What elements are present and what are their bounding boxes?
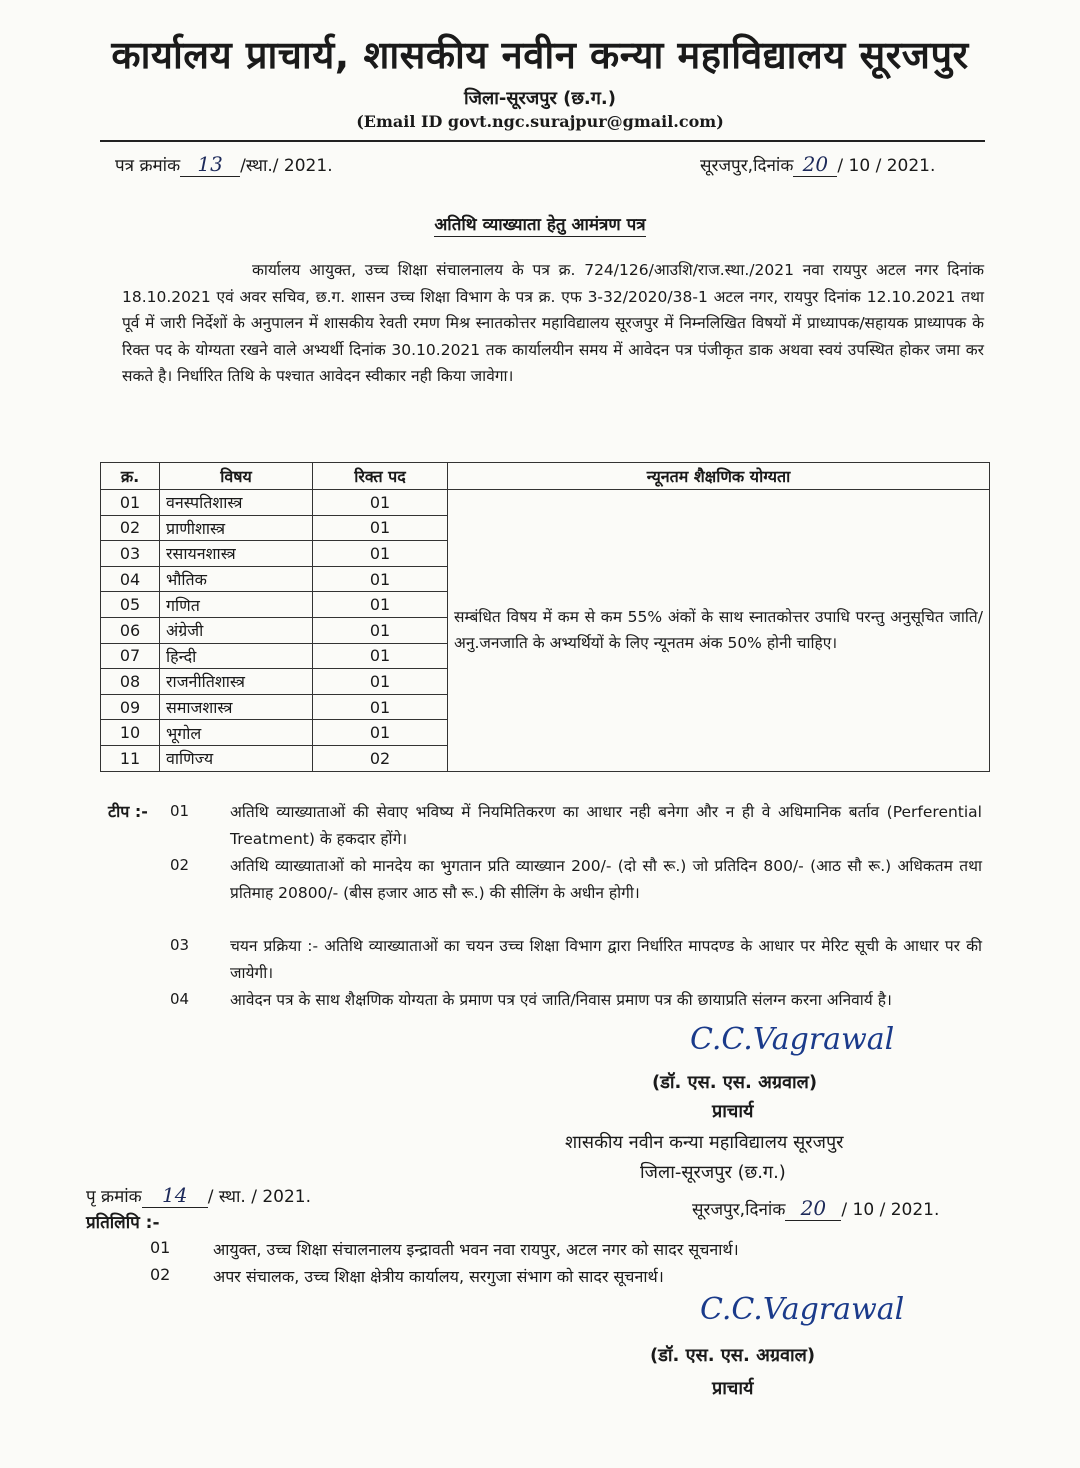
row-posts: 01 (313, 490, 448, 516)
row-no: 04 (101, 566, 160, 592)
col-header-subject: विषय (160, 463, 313, 490)
note-number: 03 (170, 936, 190, 954)
row-posts: 01 (313, 694, 448, 720)
cc-label: प्रतिलिपि :- (86, 1213, 160, 1233)
row-subject: वनस्पतिशास्त्र (160, 490, 313, 516)
signatory-college-1: शासकीय नवीन कन्या महाविद्यालय सूरजपुर (565, 1132, 844, 1153)
note-text: आवेदन पत्र के साथ शैक्षणिक योग्यता के प्रमाण पत्र एवं जाति/निवास प्रमाण पत्र की छायाप्रति संलग्न करना अनिवार्य है। (230, 991, 892, 1009)
row-no: 02 (101, 515, 160, 541)
subject-text: अतिथि व्याख्याता हेतु आमंत्रण पत्र (434, 215, 646, 235)
cc-text: अपर संचालक, उच्च शिक्षा क्षेत्रीय कार्यालय, सरगुजा संभाग को सादर सूचनार्थ। (213, 1267, 664, 1286)
copy-date (692, 1196, 939, 1221)
subject-line (0, 212, 1080, 235)
row-posts: 02 (313, 745, 448, 771)
cc-number: 02 (150, 1265, 171, 1284)
copy-ref-suffix: / स्था. / 2021. (207, 1187, 312, 1207)
copy-date-label: सूरजपुर,दिनांक (692, 1200, 786, 1220)
ref-label: पत्र क्रमांक (115, 156, 181, 176)
copy-ref-label: पृ क्रमांक (86, 1187, 142, 1207)
row-posts: 01 (313, 592, 448, 618)
table-row (101, 490, 990, 516)
note-number: 02 (170, 856, 190, 874)
copy-ref-number: 14 (142, 1183, 208, 1208)
notes-label: टीप :- (108, 802, 148, 821)
office-title: कार्यालय प्राचार्य, शासकीय नवीन कन्या महाविद्यालय सूरजपुर (111, 33, 969, 77)
row-subject: अंग्रेजी (160, 617, 313, 643)
row-subject: गणित (160, 592, 313, 618)
copy-date-day: 20 (785, 1196, 841, 1221)
row-no: 05 (101, 592, 160, 618)
email-line: (Email ID govt.ngc.surajpur@gmail.com) (356, 112, 724, 131)
row-posts: 01 (313, 643, 448, 669)
row-subject: भौतिक (160, 566, 313, 592)
signature-2: C.C.Vagrawal (700, 1292, 905, 1327)
signatory-name-2: (डॉ. एस. एस. अग्रवाल) (650, 1345, 816, 1366)
district-line: जिला-सूरजपुर (छ.ग.) (464, 88, 616, 109)
date-day: 20 (793, 152, 837, 177)
signatory-designation-2: प्राचार्य (712, 1378, 754, 1399)
note-text: अतिथि व्याख्याताओं को मानदेय का भुगतान प्रति व्याख्यान 200/- (दो सौ रू.) जो प्रतिदिन 800/- (आठ सौ रू.) अधिकतम तथा प्रतिमाह 20800/- (बीस हजार आठ सौ रू.) की सीलिंग के अधीन होगी। (230, 857, 982, 902)
ref-suffix: /स्था./ 2021. (240, 156, 333, 176)
row-subject: हिन्दी (160, 643, 313, 669)
letter-date (700, 152, 935, 177)
copy-date-rest: / 10 / 2021. (841, 1200, 940, 1220)
body-paragraph: कार्यालय आयुक्त, उच्च शिक्षा संचालनालय के पत्र क्र. 724/126/आउशि/राज.स्था./2021 नवा रायपुर अटल नगर दिनांक 18.10.2021 एवं अवर सचिव, छ.ग. शासन उच्च शिक्षा विभाग के पत्र क्र. एफ 3-32/2020/38-1 अटल नगर, रायपुर दिनांक 12.10.2021 तथा पूर्व में जारी निर्देशों के अनुपालन में शासकीय रेवती रमण मिश्र स्नातकोत्तर महाविद्यालय सूरजपुर में निम्नलिखित विषयों में प्राध्यापक/सहायक प्राध्यापक के रिक्त पद के योग्यता रखने वाले अभ्यर्थी दिनांक 30.10.2021 तक कार्यालयीन समय में आवेदन पत्र पंजीकृत डाक अथवा स्वयं उपस्थित होकर जमा कर सकते है। निर्धारित तिथि के पश्चात आवेदन स्वीकार नही किया जावेगा। (122, 261, 984, 386)
row-posts: 01 (313, 566, 448, 592)
row-subject: समाजशास्त्र (160, 694, 313, 720)
row-no: 08 (101, 669, 160, 695)
note-text: अतिथि व्याख्याताओं की सेवाए भविष्य में नियमितिकरण का आधार नही बनेगा और न ही वे अधिमानिक बर्ताव (Perferential Treatment) के हकदार होंगे। (230, 803, 982, 848)
row-posts: 01 (313, 669, 448, 695)
col-header-qualification: न्यूनतम शैक्षणिक योग्यता (448, 463, 990, 490)
date-label: सूरजपुर,दिनांक (700, 156, 794, 176)
letter-reference (115, 152, 333, 177)
ref-number: 13 (180, 152, 240, 177)
header-rule (100, 140, 985, 142)
row-subject: प्राणीशास्त्र (160, 515, 313, 541)
col-header-no: क्र. (101, 463, 160, 490)
row-posts: 01 (313, 720, 448, 746)
vacancy-table (100, 462, 990, 772)
signatory-district-1: जिला-सूरजपुर (छ.ग.) (640, 1162, 786, 1183)
copy-reference (86, 1183, 311, 1208)
row-subject: राजनीतिशास्त्र (160, 669, 313, 695)
row-no: 09 (101, 694, 160, 720)
row-subject: वाणिज्य (160, 745, 313, 771)
row-no: 03 (101, 541, 160, 567)
signature-1: C.C.Vagrawal (690, 1022, 895, 1057)
note-number: 04 (170, 990, 190, 1008)
row-posts: 01 (313, 617, 448, 643)
row-no: 11 (101, 745, 160, 771)
table-header-row (101, 463, 990, 490)
signatory-designation-1: प्राचार्य (712, 1101, 754, 1122)
date-rest: / 10 / 2021. (837, 156, 936, 176)
row-subject: भूगोल (160, 720, 313, 746)
row-no: 01 (101, 490, 160, 516)
col-header-posts: रिक्त पद (313, 463, 448, 490)
note-number: 01 (170, 802, 190, 820)
row-no: 10 (101, 720, 160, 746)
row-subject: रसायनशास्त्र (160, 541, 313, 567)
cc-text: आयुक्त, उच्च शिक्षा संचालनालय इन्द्रावती भवन नवा रायपुर, अटल नगर को सादर सूचनार्थ। (213, 1240, 739, 1259)
note-text: चयन प्रक्रिया :- अतिथि व्याख्याताओं का चयन उच्च शिक्षा विभाग द्वारा निर्धारित मापदण्ड के आधार पर मेरिट सूची के आधार पर की जायेगी। (230, 937, 982, 982)
row-no: 06 (101, 617, 160, 643)
row-posts: 01 (313, 515, 448, 541)
qualification-cell: सम्बंधित विषय में कम से कम 55% अंकों के साथ स्नातकोत्तर उपाधि परन्तु अनुसूचित जाति/ अनु.जनजाति के अभ्यर्थियों के लिए न्यूनतम अंक 50% होनी चाहिए। (448, 490, 990, 772)
signatory-name-1: (डॉ. एस. एस. अग्रवाल) (652, 1072, 818, 1093)
cc-number: 01 (150, 1238, 171, 1257)
row-posts: 01 (313, 541, 448, 567)
row-no: 07 (101, 643, 160, 669)
